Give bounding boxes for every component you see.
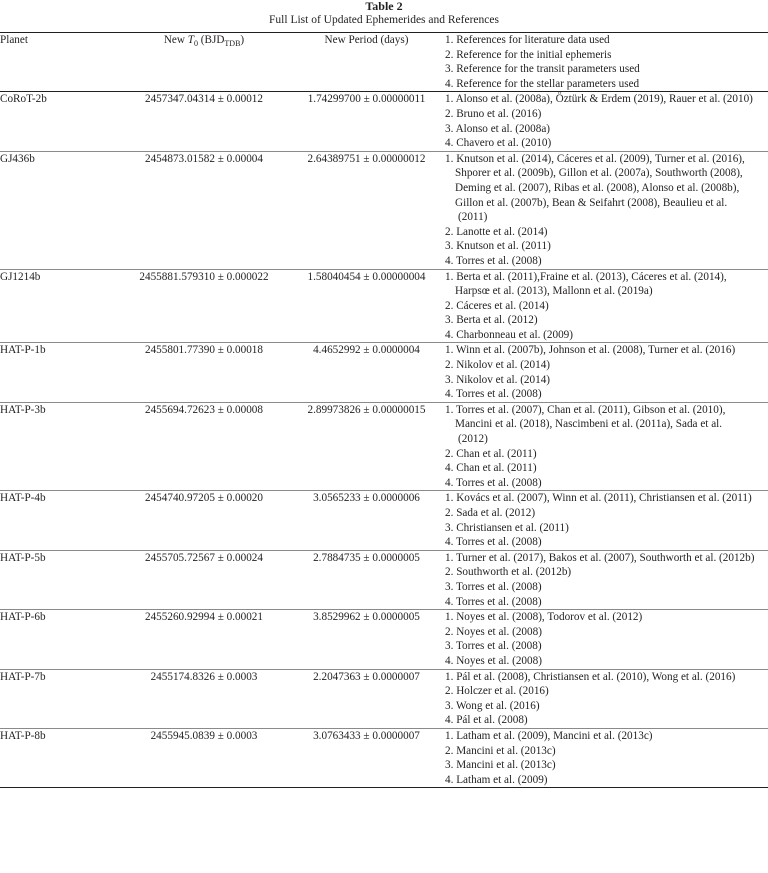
header-ref-2: 2. Reference for the initial ephemeris xyxy=(445,48,612,61)
t0-value: 2455801.77390 ± 0.00018 xyxy=(144,344,263,357)
ref-transit: 3. Torres et al. (2008) xyxy=(445,640,542,653)
t0-value: 2455694.72623 ± 0.00008 xyxy=(144,403,263,416)
planet-name: HAT-P-3b xyxy=(0,403,46,416)
ref-literature: 1. Kovács et al. (2007), Winn et al. (2011), Christiansen et al. (2011) xyxy=(445,492,752,505)
ref-stellar: 4. Torres et al. (2008) xyxy=(445,536,542,549)
ref-literature-cont: (2012) xyxy=(458,433,488,446)
table-row xyxy=(0,151,768,269)
period-value: 2.7884735 ± 0.0000005 xyxy=(313,551,420,564)
ref-transit: 3. Christiansen et al. (2011) xyxy=(445,521,569,534)
t0-value: 2455174.8326 ± 0.0003 xyxy=(150,670,258,683)
table-row xyxy=(0,269,768,343)
planet-name: HAT-P-8b xyxy=(0,729,46,742)
table-row xyxy=(0,491,768,550)
t0-unit-subscript: TDB xyxy=(224,39,241,49)
ephemerides-table xyxy=(0,32,768,788)
t0-value: 2455945.0839 ± 0.0003 xyxy=(150,729,258,742)
ref-ephemeris: 2. Cáceres et al. (2014) xyxy=(445,299,549,312)
period-value: 2.89973826 ± 0.00000015 xyxy=(307,403,426,416)
ref-literature-cont: Deming et al. (2007), Ribas et al. (2008), Alonso et al. (2008b), xyxy=(455,181,740,194)
references-cell xyxy=(445,151,768,269)
period-value: 1.58040454 ± 0.00000004 xyxy=(307,270,426,283)
ref-literature-cont: (2011) xyxy=(458,211,488,224)
column-header-t0 xyxy=(120,33,288,92)
ref-ephemeris: 2. Bruno et al. (2016) xyxy=(445,107,542,120)
table-title: Table 2 xyxy=(365,0,403,13)
t0-value: 2454873.01582 ± 0.00004 xyxy=(144,152,263,165)
ref-ephemeris: 2. Chan et al. (2011) xyxy=(445,447,537,460)
t0-symbol: T xyxy=(187,34,194,46)
t0-subscript: 0 xyxy=(194,39,198,49)
table-row xyxy=(0,669,768,728)
ref-stellar: 4. Latham et al. (2009) xyxy=(445,773,548,786)
ref-transit: 3. Wong et al. (2016) xyxy=(445,699,540,712)
t0-value: 2454740.97205 ± 0.00020 xyxy=(144,492,263,505)
table-row xyxy=(0,402,768,491)
ref-literature: 1. Knutson et al. (2014), Cáceres et al. (2009), Turner et al. (2016), xyxy=(445,152,745,165)
planet-name: HAT-P-1b xyxy=(0,344,46,357)
column-header-period: New Period (days) xyxy=(324,34,409,46)
references-cell xyxy=(445,491,768,550)
t0-unit-open: (BJD xyxy=(198,34,225,46)
ref-transit: 4. Chan et al. (2011) xyxy=(445,462,537,475)
ref-literature: 1. Torres et al. (2007), Chan et al. (2011), Gibson et al. (2010), xyxy=(445,403,726,416)
references-cell xyxy=(445,402,768,491)
references-cell xyxy=(445,92,768,151)
table-row xyxy=(0,610,768,669)
header-ref-1: 1. References for literature data used xyxy=(445,34,610,46)
period-value: 4.4652992 ± 0.0000004 xyxy=(313,344,420,357)
t0-value: 2455705.72567 ± 0.00024 xyxy=(144,551,263,564)
references-cell xyxy=(445,343,768,402)
ref-transit: 3. Nikolov et al. (2014) xyxy=(445,373,551,386)
period-value: 2.2047363 ± 0.0000007 xyxy=(313,670,420,683)
planet-name: GJ1214b xyxy=(0,270,41,283)
ref-ephemeris: 2. Mancini et al. (2013c) xyxy=(445,744,556,757)
planet-name: HAT-P-6b xyxy=(0,611,46,624)
planet-name: CoRoT-2b xyxy=(0,93,47,106)
ref-literature-cont: Shporer et al. (2009b), Gillon et al. (2007a), Southworth (2008), xyxy=(455,167,743,180)
ref-literature: 1. Alonso et al. (2008a), Öztürk & Erdem (2019), Rauer et al. (2010) xyxy=(445,93,753,106)
ref-stellar: 4. Charbonneau et al. (2009) xyxy=(445,328,573,341)
ref-literature: 1. Berta et al. (2011),Fraine et al. (2013), Cáceres et al. (2014), xyxy=(445,270,727,283)
ref-literature: 1. Turner et al. (2017), Bakos et al. (2007), Southworth et al. (2012b) xyxy=(445,551,755,564)
period-value: 1.74299700 ± 0.00000011 xyxy=(307,93,426,106)
table-subtitle: Full List of Updated Ephemerides and References xyxy=(269,14,499,26)
ref-transit: 3. Knutson et al. (2011) xyxy=(445,240,551,253)
column-header-planet: Planet xyxy=(0,34,28,46)
ref-literature: 1. Latham et al. (2009), Mancini et al. (2013c) xyxy=(445,729,653,742)
ref-stellar: 4. Torres et al. (2008) xyxy=(445,254,542,267)
header-ref-3: 3. Reference for the transit parameters used xyxy=(445,63,640,76)
ref-literature: 1. Winn et al. (2007b), Johnson et al. (2008), Turner et al. (2016) xyxy=(445,344,736,357)
ref-transit: 3. Torres et al. (2008) xyxy=(445,580,542,593)
period-value: 3.8529962 ± 0.0000005 xyxy=(313,611,420,624)
references-cell xyxy=(445,669,768,728)
ref-literature-cont: Gillon et al. (2007b), Bean & Seifahrt (2008), Beaulieu et al. xyxy=(455,196,728,209)
ref-stellar: 4. Torres et al. (2008) xyxy=(445,476,542,489)
ref-ephemeris: 2. Lanotte et al. (2014) xyxy=(445,225,548,238)
table-row xyxy=(0,343,768,402)
table-caption xyxy=(0,0,768,27)
references-cell xyxy=(445,610,768,669)
t0-value: 2455881.579310 ± 0.000022 xyxy=(139,270,269,283)
planet-name: GJ436b xyxy=(0,152,35,165)
t0-unit-close: ) xyxy=(240,34,245,46)
column-header-references xyxy=(445,33,768,92)
table-header-row xyxy=(0,33,768,92)
ref-stellar: 4. Noyes et al. (2008) xyxy=(445,654,542,667)
t0-value: 2457347.04314 ± 0.00012 xyxy=(144,93,263,106)
ref-ephemeris: 2. Noyes et al. (2008) xyxy=(445,625,542,638)
references-cell xyxy=(445,550,768,609)
ref-transit: 3. Alonso et al. (2008a) xyxy=(445,122,551,135)
table-row xyxy=(0,92,768,151)
period-value: 3.0565233 ± 0.0000006 xyxy=(313,492,420,505)
references-cell xyxy=(445,728,768,787)
ref-literature: 1. Pál et al. (2008), Christiansen et al. (2010), Wong et al. (2016) xyxy=(445,670,736,683)
ref-transit: 3. Mancini et al. (2013c) xyxy=(445,759,556,772)
planet-name: HAT-P-7b xyxy=(0,670,46,683)
table-row xyxy=(0,728,768,787)
ref-literature-cont: Mancini et al. (2018), Nascimbeni et al. (2011a), Sada et al. xyxy=(455,418,723,431)
ref-stellar: 4. Torres et al. (2008) xyxy=(445,595,542,608)
ref-ephemeris: 2. Holczer et al. (2016) xyxy=(445,685,549,698)
ref-transit: 3. Berta et al. (2012) xyxy=(445,314,538,327)
table-row xyxy=(0,550,768,609)
t0-prefix: New xyxy=(163,34,188,46)
t0-value: 2455260.92994 ± 0.00021 xyxy=(144,611,263,624)
planet-name: HAT-P-5b xyxy=(0,551,46,564)
ref-stellar: 4. Torres et al. (2008) xyxy=(445,388,542,401)
ref-ephemeris: 2. Nikolov et al. (2014) xyxy=(445,359,551,372)
ref-ephemeris: 2. Southworth et al. (2012b) xyxy=(445,566,572,579)
ref-ephemeris: 2. Sada et al. (2012) xyxy=(445,507,536,519)
references-cell xyxy=(445,269,768,343)
period-value: 3.0763433 ± 0.0000007 xyxy=(313,729,420,742)
planet-name: HAT-P-4b xyxy=(0,492,46,505)
ref-literature: 1. Noyes et al. (2008), Todorov et al. (2012) xyxy=(445,611,643,624)
period-value: 2.64389751 ± 0.00000012 xyxy=(307,152,426,165)
ref-stellar: 4. Pál et al. (2008) xyxy=(445,714,528,727)
ref-literature-cont: Harpsœ et al. (2013), Mallonn et al. (2019a) xyxy=(455,285,653,298)
header-ref-4: 4. Reference for the stellar parameters used xyxy=(445,77,640,90)
ref-stellar: 4. Chavero et al. (2010) xyxy=(445,137,552,150)
